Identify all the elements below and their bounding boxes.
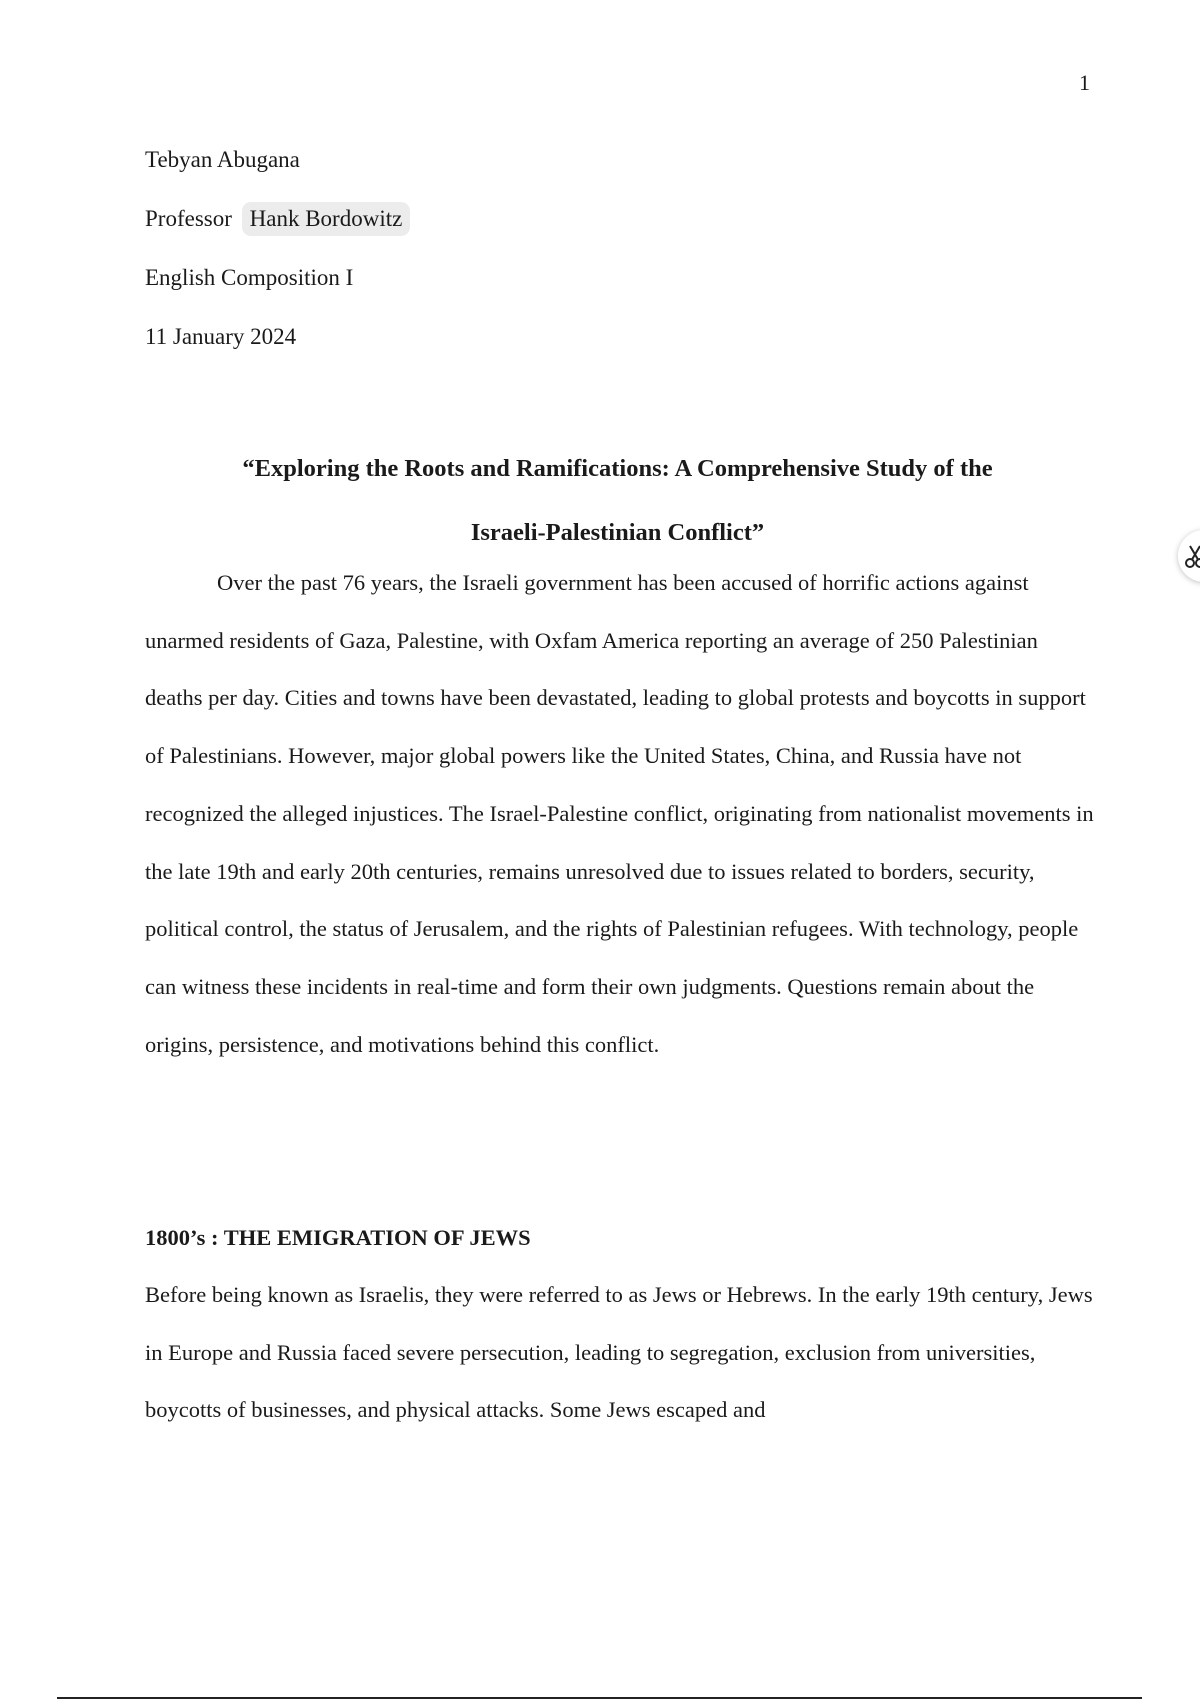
professor-name-chip[interactable]: Hank Bordowitz [242, 202, 411, 236]
section-heading: 1800’s : THE EMIGRATION OF JEWS [145, 1225, 531, 1250]
author-name: Tebyan Abugana [145, 147, 300, 172]
course-name: English Composition I [145, 265, 354, 290]
page-bottom-divider [57, 1697, 1142, 1699]
mla-header [145, 140, 410, 376]
professor-prefix: Professor [145, 206, 232, 231]
side-tool-tab[interactable] [1178, 530, 1200, 582]
scissors-icon [1184, 544, 1200, 570]
essay-title [145, 437, 1090, 565]
document-date: 11 January 2024 [145, 324, 297, 349]
section-paragraph: Before being known as Israelis, they were referred to as Jews or Hebrews. In the early 19th century, Jews in Europe and Russia faced severe persecution, leading to segregation, exclusion from universities, boycotts of businesses, and physical attacks. Some Jews escaped and [145, 1282, 1093, 1423]
essay-title-line-2: Israeli-Palestinian Conflict” [470, 519, 765, 546]
intro-paragraph: Over the past 76 years, the Israeli government has been accused of horrific actions against unarmed residents of Gaza, Palestine, with Oxfam America reporting an average of 250 Palestinian deaths per day. Cities and towns have been devastated, leading to global protests and boycotts in support of Palestinians. However, major global powers like the United States, China, and Russia have not recognized the alleged injustices. The Israel-Palestine conflict, originating from nationalist movements in the late 19th and early 20th centuries, remains unresolved due to issues related to borders, security, political control, the status of Jerusalem, and the rights of Palestinian refugees. With technology, people can witness these incidents in real-time and form their own judgments. Questions remain about the origins, persistence, and motivations behind this conflict. [145, 570, 1094, 1057]
essay-title-line-1: “Exploring the Roots and Ramifications: A Comprehensive Study of the [242, 455, 993, 482]
page-number: 1 [1079, 70, 1090, 95]
professor-line [145, 199, 410, 258]
